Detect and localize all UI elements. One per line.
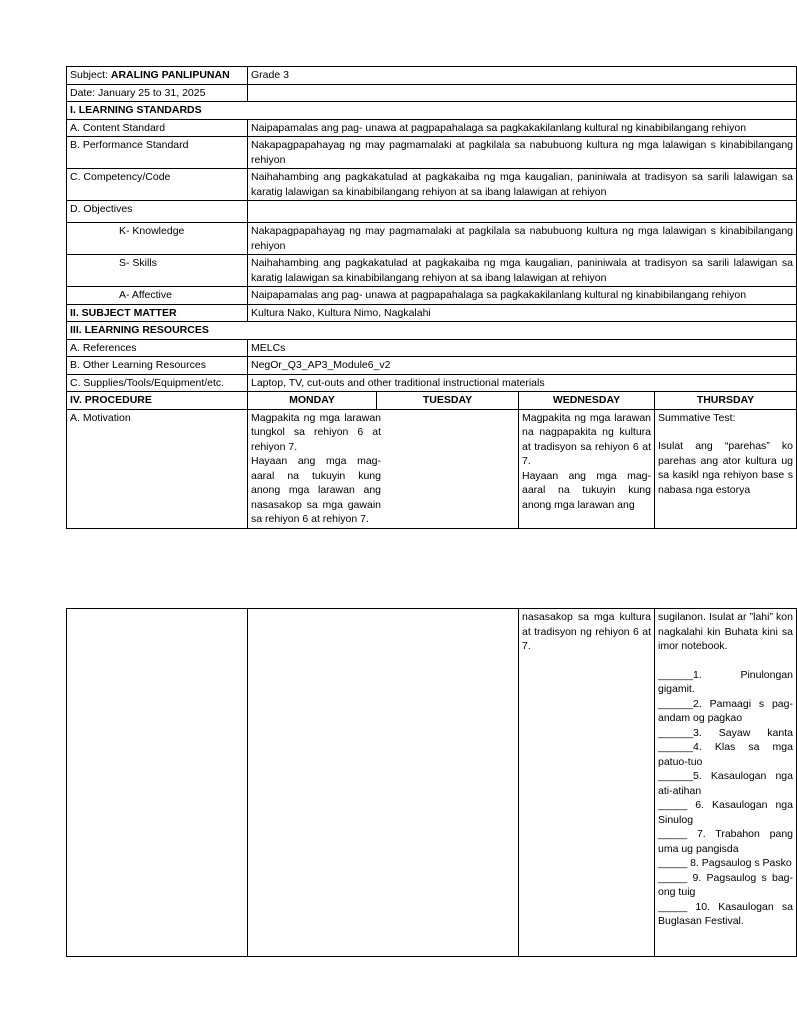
day-header-tuesday: TUESDAY — [377, 392, 519, 410]
lesson-plan-table-page2 — [66, 608, 797, 957]
lesson-plan-table-page1 — [66, 66, 797, 529]
affective-value: Naipapamalas ang pag- unawa at pagpapahalaga sa pagkakakilanlang kultural ng kinabibilangang rehiyon — [248, 287, 797, 305]
test-item: ______5. Kasaulogan nga ati-atihan — [658, 770, 793, 797]
thursday-paragraph-1: Isulat ang “parehas” ko parehas ang ator kultura ug sa kasikl nga rehiyon base s nabasa nga estorya — [658, 440, 794, 496]
day-header-thursday: THURSDAY — [655, 392, 797, 410]
procedure-heading: IV. PROCEDURE — [67, 392, 248, 410]
grade-cell: Grade 3 — [248, 67, 797, 85]
test-item: ______1. Pinulongan gigamit. — [658, 668, 793, 695]
knowledge-value: Nakapagpapahayag ng may pagmamalaki at pagkilala sa nabubuong kultura ng mga lalawigan s kinabibilangang rehiyon — [248, 223, 797, 255]
day-header-monday: MONDAY — [248, 392, 377, 410]
skills-value: Naihahambing ang pagkakatulad at pagkakaiba ng mga kaugalian, paniniwala at tradisyon sa sarili lalawigan sa karatig lalawigan sa kinabibilangang rehiyon at sa ibang lalawigan at rehiyon — [248, 255, 797, 287]
test-item: _____ 6. Kasaulogan nga Sinulog — [658, 799, 793, 826]
learning-standards-heading: I. LEARNING STANDARDS — [67, 102, 797, 120]
wednesday-continuation: nasasakop sa mga kultura at tradisyon ng rehiyon 6 at 7. — [519, 609, 655, 957]
day-header-wednesday: WEDNESDAY — [519, 392, 655, 410]
objectives-label: D. Objectives — [67, 201, 248, 223]
other-resources-value: NegOr_Q3_AP3_Module6_v2 — [248, 357, 797, 375]
wednesday-paragraph-1: Magpakita ng mga larawan na nagpapakita ng kultura at tradisyon sa rehiyon 6 at 7. — [522, 411, 651, 467]
thursday-motivation — [655, 409, 797, 528]
monday-paragraph-1: Magpakita ng mga larawan tungkol sa rehiyon 6 at rehiyon 7. — [251, 411, 381, 453]
competency-label: C. Competency/Code — [67, 169, 248, 201]
test-item: _____ 8. Pagsaulog s Pasko — [658, 857, 792, 869]
wednesday-paragraph-2: Hayaan ang mga mag-aaral na tukuyin kung anong mga larawan ang — [522, 469, 651, 511]
performance-standard-value: Nakapagpapahayag ng may pagmamalaki at pagkilala sa nabubuong kultura ng mga lalawigan s kinabibilangang rehiyon — [248, 137, 797, 169]
test-item: ______2. Pamaagi s pag-andam og pagkao — [658, 697, 793, 724]
monday-motivation — [248, 409, 519, 528]
monday-paragraph-2: Hayaan ang mga mag-aaral na tukuyin kung anong mga larawan ang nasasakop sa mga gawain sa rehiyon 6 at rehiyon 7. — [251, 455, 381, 525]
date-cell: Date: January 25 to 31, 2025 — [67, 84, 248, 102]
wednesday-motivation — [519, 409, 655, 528]
test-item: _____ 10. Kasaulogan sa Buglasan Festival. — [658, 900, 793, 927]
thursday-continuation — [655, 609, 797, 957]
other-resources-label: B. Other Learning Resources — [67, 357, 248, 375]
test-item: _____ 9. Pagsaulog s bag-ong tuig — [658, 871, 793, 898]
supplies-value: Laptop, TV, cut-outs and other traditional instructional materials — [248, 374, 797, 392]
content-standard-value: Naipapamalas ang pag- unawa at pagpapahalaga sa pagkakakilanlang kultural ng kinabibilangang rehiyon — [248, 119, 797, 137]
subject-matter-value: Kultura Nako, Kultura Nimo, Nagkalahi — [248, 304, 797, 322]
motivation-label: A. Motivation — [67, 409, 248, 528]
test-item: _____ 7. Trabahon pang uma ug pangisda — [658, 828, 793, 855]
subject-matter-heading: II. SUBJECT MATTER — [67, 304, 248, 322]
skills-label: S- Skills — [67, 255, 248, 287]
thursday-instructions: sugilanon. Isulat ar ”lahi” kon nagkalahi kin Buhata kini sa imor notebook. — [658, 611, 793, 652]
content-standard-label: A. Content Standard — [67, 119, 248, 137]
supplies-label: C. Supplies/Tools/Equipment/etc. — [67, 374, 248, 392]
references-value: MELCs — [248, 339, 797, 357]
test-item: ______3. Sayaw kanta ______4. Klas sa mga patuo-tuo — [658, 726, 793, 768]
learning-resources-heading: III. LEARNING RESOURCES — [67, 322, 797, 340]
knowledge-label: K- Knowledge — [67, 223, 248, 255]
references-label: A. References — [67, 339, 248, 357]
thursday-title: Summative Test: — [658, 411, 736, 424]
subject-cell: Subject: ARALING PANLIPUNAN — [67, 67, 248, 85]
competency-value: Naihahambing ang pagkakatulad at pagkakaiba ng mga kaugalian, paniniwala at tradisyon sa sarili lalawigan sa karatig lalawigan sa kinabibilangang rehiyon at sa ibang lalawigan at rehiyon — [248, 169, 797, 201]
performance-standard-label: B. Performance Standard — [67, 137, 248, 169]
affective-label: A- Affective — [67, 287, 248, 305]
